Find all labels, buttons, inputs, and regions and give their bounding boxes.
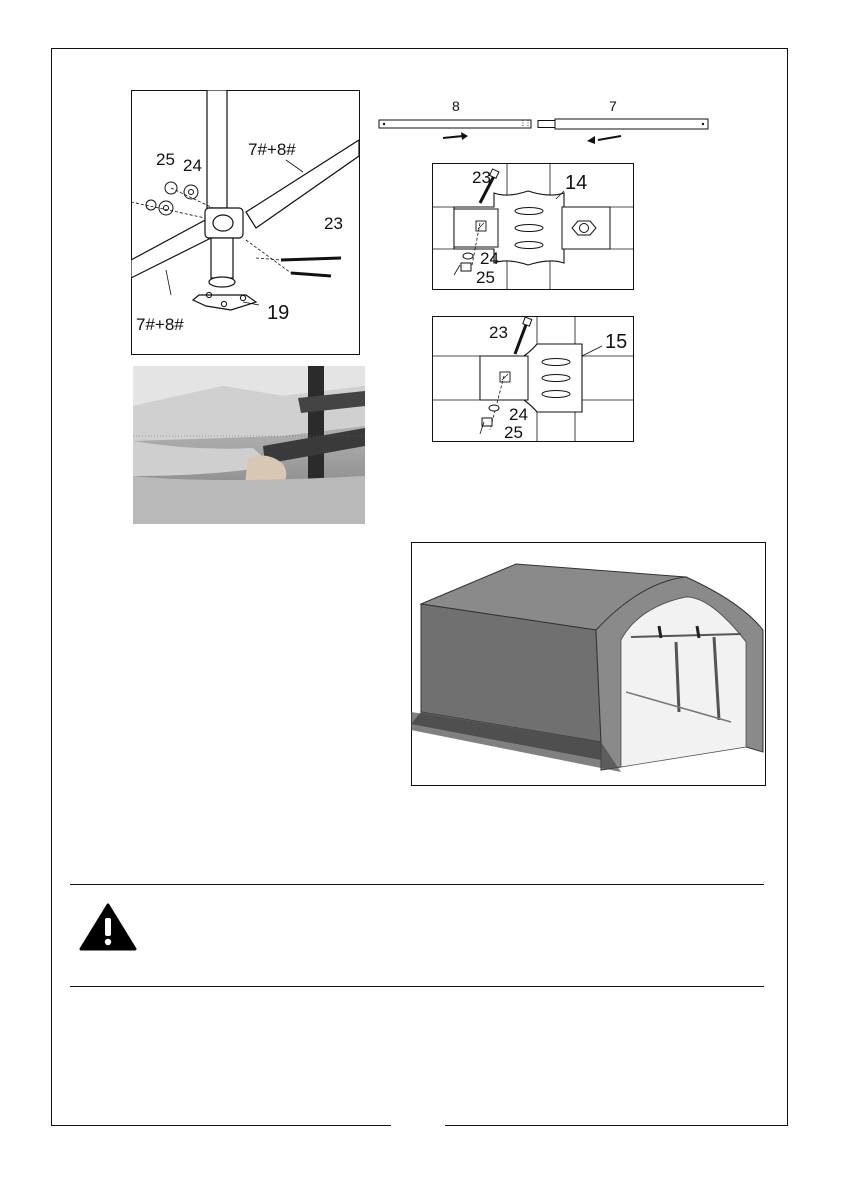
cross-part-label: 14 (565, 172, 588, 194)
pole-8-label: 8 (452, 98, 460, 114)
tee-washer-label: 24 (509, 405, 528, 424)
tee-connector-diagram (432, 316, 634, 442)
cross-bolt-label: 23 (472, 168, 491, 187)
pipe-upper-label: 7#+8# (248, 140, 296, 159)
cross-nut-label: 25 (476, 268, 495, 287)
warning-triangle-icon (78, 902, 138, 952)
warning-box (70, 884, 764, 987)
pole-assembly-diagram (376, 96, 712, 148)
pipe-junction-diagram (131, 90, 360, 355)
page-frame-bottom-right (445, 1125, 788, 1126)
tee-bolt-label: 23 (489, 323, 508, 342)
pipe-lower-label: 7#+8# (136, 315, 184, 334)
cross-washer-label: 24 (480, 249, 499, 268)
page-frame-bottom-left (51, 1125, 391, 1126)
bolt-label: 23 (324, 214, 343, 233)
foot-label: 19 (267, 302, 290, 324)
cross-connector-diagram (432, 163, 634, 290)
tee-part-label: 15 (605, 331, 628, 353)
pole-7-label: 7 (609, 98, 617, 114)
nut-label: 25 (156, 150, 175, 169)
tee-nut-label: 25 (504, 423, 523, 442)
cover-insertion-photo (133, 366, 365, 524)
washer-label: 24 (183, 156, 202, 175)
shelter-illustration (411, 542, 766, 786)
